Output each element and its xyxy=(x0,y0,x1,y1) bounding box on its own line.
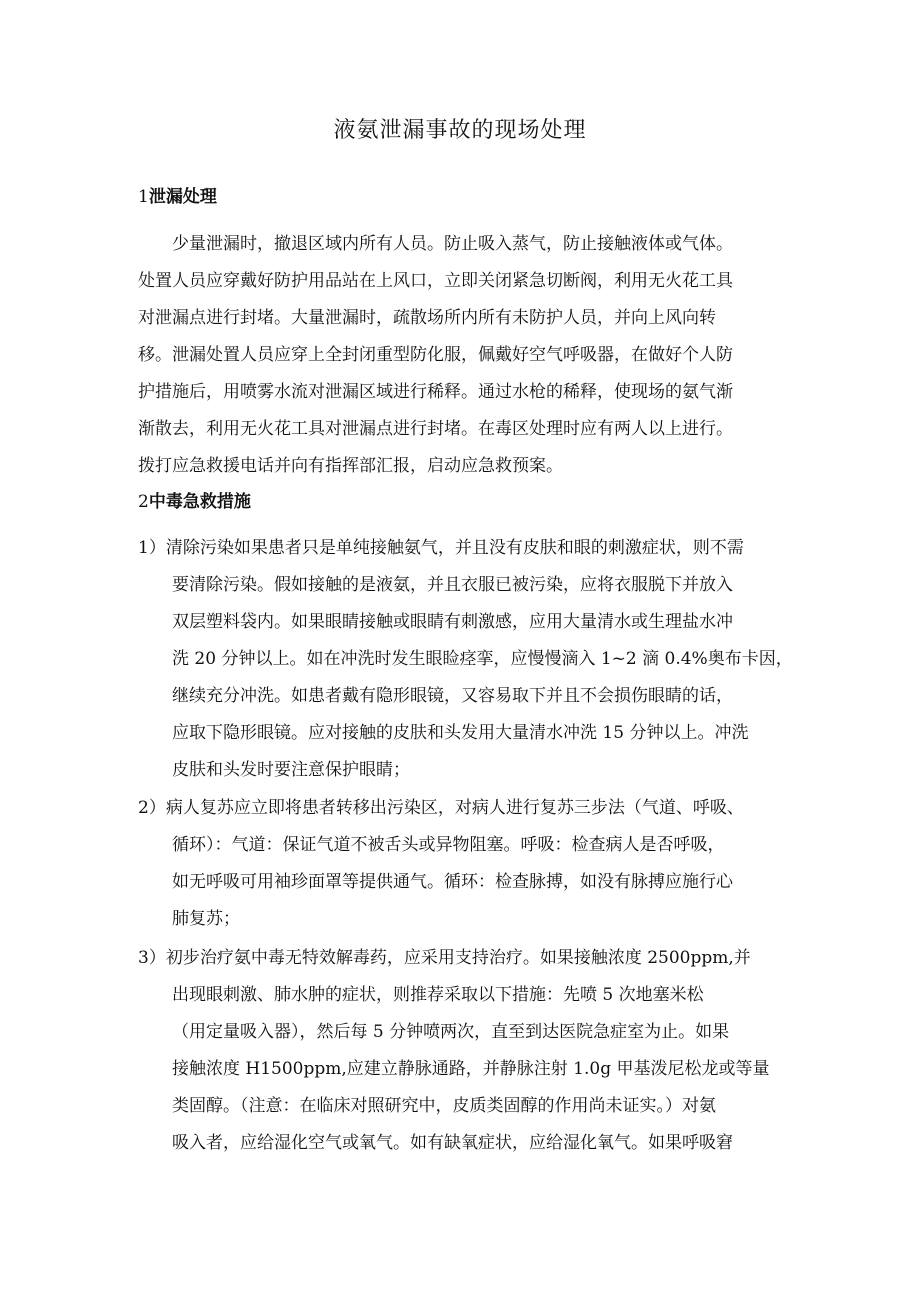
section-heading-text: 泄漏处理 xyxy=(148,187,217,207)
item-line: 类固醇。（注意：在临床对照研究中，皮质类固醇的作用尚未证实。）对氨 xyxy=(172,1096,716,1116)
paragraph-line: 护措施后，用喷雾水流对泄漏区域进行稀释。通过水枪的稀释，使现场的氨气渐 xyxy=(138,382,733,402)
item-line: 循环）：气道：保证气道不被舌头或异物阻塞。呼吸：检查病人是否呼吸， xyxy=(172,835,725,855)
section-number: 2 xyxy=(138,492,149,512)
section-heading-first-aid xyxy=(138,485,251,519)
leak-paragraph xyxy=(138,226,798,485)
item-line: 1）清除污染如果患者只是单纯接触氨气，并且没有皮肤和眼的刺激症状，则不需 xyxy=(138,538,744,558)
first-aid-item-1 xyxy=(138,530,798,789)
paragraph-line: 移。泄漏处置人员应穿上全封闭重型防化服，佩戴好空气呼吸器，在做好个人防 xyxy=(138,345,733,365)
item-line: 要清除污染。假如接触的是液氨，并且衣服已被污染，应将衣服脱下并放入 xyxy=(172,575,733,595)
section-heading-leak xyxy=(138,180,217,214)
section-number: 1 xyxy=(138,187,149,207)
paragraph-line: 对泄漏点进行封堵。大量泄漏时，疏散场所内所有未防护人员，并向上风向转 xyxy=(138,308,716,328)
item-line: 双层塑料袋内。如果眼睛接触或眼睛有刺激感，应用大量清水或生理盐水冲 xyxy=(172,612,733,632)
item-line: 继续充分冲洗。如患者戴有隐形眼镜，又容易取下并且不会损伤眼睛的话， xyxy=(172,686,733,706)
item-line: 应取下隐形眼镜。应对接触的皮肤和头发用大量清水冲洗 15 分钟以上。冲洗 xyxy=(172,723,749,743)
item-line: 接触浓度 H1500ppm,应建立静脉通路，并静脉注射 1.0g 甲基泼尼松龙或等量 xyxy=(172,1059,770,1079)
first-aid-item-3 xyxy=(138,940,798,1162)
item-line: 2）病人复苏应立即将患者转移出污染区，对病人进行复苏三步法（气道、呼吸、 xyxy=(138,798,744,818)
item-line: 吸入者，应给湿化空气或氧气。如有缺氧症状，应给湿化氧气。如果呼吸窘 xyxy=(172,1133,733,1153)
item-line: 出现眼刺激、肺水肿的症状，则推荐采取以下措施：先喷 5 次地塞米松 xyxy=(172,985,704,1005)
item-line: 3）初步治疗氨中毒无特效解毒药，应采用支持治疗。如果接触浓度 2500ppm,并 xyxy=(138,948,751,968)
item-line: 如无呼吸可用袖珍面罩等提供通气。循环：检查脉搏，如没有脉搏应施行心 xyxy=(172,872,733,892)
paragraph-line: 少量泄漏时，撤退区域内所有人员。防止吸入蒸气，防止接触液体或气体。 xyxy=(172,234,733,254)
item-line: 皮肤和头发时要注意保护眼睛； xyxy=(172,760,410,780)
first-aid-item-2 xyxy=(138,790,798,938)
item-line: （用定量吸入器），然后每 5 分钟喷两次，直至到达医院急症室为止。如果 xyxy=(172,1022,730,1042)
paragraph-line: 渐散去，利用无火花工具对泄漏点进行封堵。在毒区处理时应有两人以上进行。 xyxy=(138,419,733,439)
item-line: 肺复苏； xyxy=(172,909,240,929)
paragraph-line: 处置人员应穿戴好防护用品站在上风口，立即关闭紧急切断阀，利用无火花工具 xyxy=(138,271,733,291)
item-line: 洗 20 分钟以上。如在冲洗时发生眼睑痉挛，应慢慢滴入 1~2 滴 0.4%奥布卡因， xyxy=(172,649,793,669)
document-title: 液氨泄漏事故的现场处理 xyxy=(333,118,587,143)
section-heading-text: 中毒急救措施 xyxy=(148,492,251,512)
paragraph-line: 拨打应急救援电话并向有指挥部汇报，启动应急救预案。 xyxy=(138,456,563,476)
